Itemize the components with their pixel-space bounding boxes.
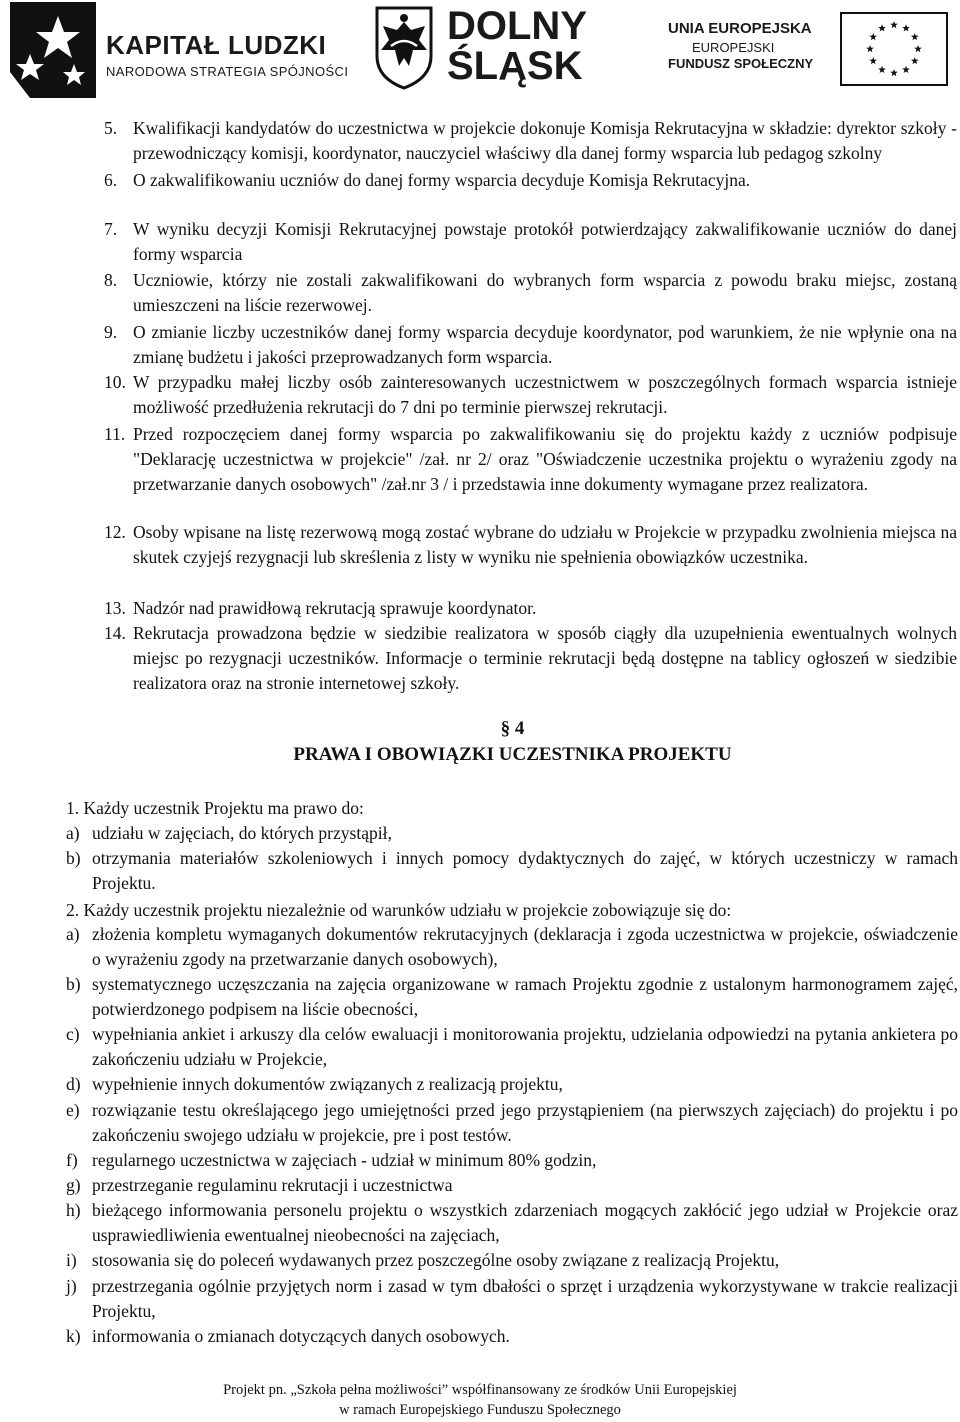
list-item-number: 5. <box>104 118 118 138</box>
list-item-number: j) <box>66 1276 77 1296</box>
ue-efs-logo <box>668 0 958 100</box>
dolny-slask-line1: DOLNY <box>447 4 587 48</box>
list-item-number: 7. <box>104 219 118 239</box>
list-item-text: Kwalifikacji kandydatów do uczestnictwa w projekcie dokonuje Komisja Rekrutacyjna w składzie: dyrektor szkoły - przewodniczący komisji, koordynator, nauczyciel właściwy dla danej formy wsparcia lub pedagog szkolny <box>133 118 957 163</box>
list-item-number: h) <box>66 1200 81 1220</box>
list-item-text: Uczniowie, którzy nie zostali zakwalifikowani do wybranych form wsparcia z powodu braku miejsc, zostaną umieszczeni na liście rezerwowej. <box>133 270 957 315</box>
ue-line1: UNIA EUROPEJSKA <box>668 20 812 37</box>
list-item-text: informowania o zmianach dotyczących danych osobowych. <box>92 1326 510 1346</box>
kapital-ludzki-title: KAPITAŁ LUDZKI <box>106 30 327 60</box>
list-item-text: W przypadku małej liczby osób zainteresowanych uczestnictwem w poszczególnych formach wsparcia istnieje możliwość przedłużenia rekrutacji do 7 dni po terminie pierwszej rekrutacji. <box>133 372 957 417</box>
section-title: PRAWA I OBOWIĄZKI UCZESTNIKA PROJEKTU <box>293 744 732 765</box>
list-item-number: a) <box>66 924 80 944</box>
list-item-number: k) <box>66 1326 81 1346</box>
eagle-crest-icon <box>375 6 433 90</box>
list-item-number: 13. <box>104 598 126 618</box>
list-item-number: 11. <box>104 424 126 444</box>
footer-line2: w ramach Europejskiego Funduszu Społecznego <box>339 1402 621 1418</box>
rights-intro: 1. Każdy uczestnik Projektu ma prawo do: <box>66 798 364 818</box>
ue-line2: EUROPEJSKI <box>692 40 775 55</box>
list-item-text: Nadzór nad prawidłową rekrutacją sprawuje koordynator. <box>133 598 537 618</box>
list-item-number: b) <box>66 974 81 994</box>
list-item-number: e) <box>66 1100 80 1120</box>
list-item-number: 14. <box>104 623 126 643</box>
kapital-ludzki-subtitle: NARODOWA STRATEGIA SPÓJNOŚCI <box>106 64 349 79</box>
list-item-text: Osoby wpisane na listę rezerwową mogą zostać wybrane do udziału w Projekcie w przypadku zwolnienia miejsca na skutek czyjejś rezygnacji lub skreślenia z listy w wyniku nie spełnienia obowiązków uczestnika. <box>133 522 957 567</box>
list-item-number: g) <box>66 1175 81 1195</box>
list-item-text: udziału w zajęciach, do których przystąpił, <box>92 823 392 843</box>
list-item-text: wypełnienie innych dokumentów związanych z realizacją projektu, <box>92 1074 563 1094</box>
kapital-ludzki-logo <box>10 0 349 100</box>
eu-flag-icon <box>840 12 948 86</box>
list-item-text: rozwiązanie testu określającego jego umiejętności przed jego przystąpieniem (na pierwszych zajęciach) do projektu i po zakończeniu swojego udziału w projekcie, pre i post testów. <box>92 1100 958 1145</box>
list-item-number: 9. <box>104 322 118 342</box>
list-item-text: otrzymania materiałów szkoleniowych i innych pomocy dydaktycznych do zajęć, w których uczestniczy w ramach Projektu. <box>92 848 958 893</box>
list-item-text: Przed rozpoczęciem danej formy wsparcia po zakwalifikowaniu się do projektu każdy z uczniów podpisuje "Deklarację uczestnictwa w projekcie" /zał. nr 2/ oraz "Oświadczenie uczestnika projektu o wyrażeniu zgody na przetwarzanie danych osobowych" /zał.nr 3 / i przedstawia inne dokumenty wymagane przez realizatora. <box>133 424 957 494</box>
section-symbol: § 4 <box>500 718 525 739</box>
list-item-number: 6. <box>104 170 118 190</box>
ue-line3: FUNDUSZ SPOŁECZNY <box>668 56 814 71</box>
list-item-text: przestrzegania ogólnie przyjętych norm i zasad w tym dbałości o sprzęt i urządzenia wykorzystywane w trakcie realizacji Projektu, <box>92 1276 958 1321</box>
list-item-number: a) <box>66 823 80 843</box>
list-item-number: 10. <box>104 372 126 392</box>
dolny-slask-logo <box>375 0 605 100</box>
list-item-text: wypełniania ankiet i arkuszy dla celów ewaluacji i monitorowania projektu, udzielania odpowiedzi na pytania ankietera po zakończeniu udziału w Projekcie, <box>92 1024 958 1069</box>
duties-intro: 2. Każdy uczestnik projektu niezależnie od warunków udziału w projekcie zobowiązuje się do: <box>66 900 732 920</box>
list-item-number: 8. <box>104 270 118 290</box>
list-item-number: d) <box>66 1074 81 1094</box>
list-item-text: systematycznego uczęszczania na zajęcia organizowane w ramach Projektu zgodnie z ustalonym harmonogramem zajęć, potwierdzonego podpisem na liście obecności, <box>92 974 958 1019</box>
list-item-text: W wyniku decyzji Komisji Rekrutacyjnej powstaje protokół potwierdzający zakwalifikowanie uczniów do danej formy wsparcia <box>133 219 957 264</box>
list-item-text: O zakwalifikowaniu uczniów do danej formy wsparcia decyduje Komisja Rekrutacyjna. <box>133 170 751 190</box>
page-footer <box>0 1380 960 1420</box>
list-item-text: O zmianie liczby uczestników danej formy wsparcia decyduje koordynator, pod warunkiem, że nie wpłynie ona na zmianę budżetu i jakości przeprowadzanych form wsparcia. <box>133 322 957 367</box>
list-item-text: Rekrutacja prowadzona będzie w siedzibie realizatora w sposób ciągły dla uzupełnienia ewentualnych wolnych miejsc po rezygnacji uczestników. Informacje o terminie rekrutacji będą dostępne na tablicy ogłoszeń w siedzibie realizatora oraz na stronie internetowej szkoły. <box>133 623 957 693</box>
dolny-slask-line2: ŚLĄSK <box>447 44 583 88</box>
list-item-number: b) <box>66 848 81 868</box>
list-item-number: c) <box>66 1024 80 1044</box>
kapital-ludzki-mark-icon <box>10 2 96 98</box>
list-item-text: przestrzeganie regulaminu rekrutacji i uczestnictwa <box>92 1175 453 1195</box>
list-item-text: bieżącego informowania personelu projektu o wszystkich zdarzeniach mogących zakłócić jego udział w Projekcie oraz usprawiedliwienia ewentualnej nieobecności na zajęciach, <box>92 1200 958 1245</box>
list-item-number: f) <box>66 1150 78 1170</box>
list-item-number: i) <box>66 1250 77 1270</box>
list-item-text: złożenia kompletu wymaganych dokumentów rekrutacyjnych (deklaracja i zgoda uczestnictwa w projekcie, oświadczenie o wyrażeniu zgody na przetwarzanie danych osobowych), <box>92 924 958 969</box>
list-item-number: 12. <box>104 522 126 542</box>
page-header <box>0 0 960 100</box>
footer-line1: Projekt pn. „Szkoła pełna możliwości” współfinansowany ze środków Unii Europejskiej <box>223 1382 737 1398</box>
list-item-text: stosowania się do poleceń wydawanych przez poszczególne osoby związane z realizacją Projektu, <box>92 1250 780 1270</box>
list-item-text: regularnego uczestnictwa w zajęciach - udział w minimum 80% godzin, <box>92 1150 597 1170</box>
